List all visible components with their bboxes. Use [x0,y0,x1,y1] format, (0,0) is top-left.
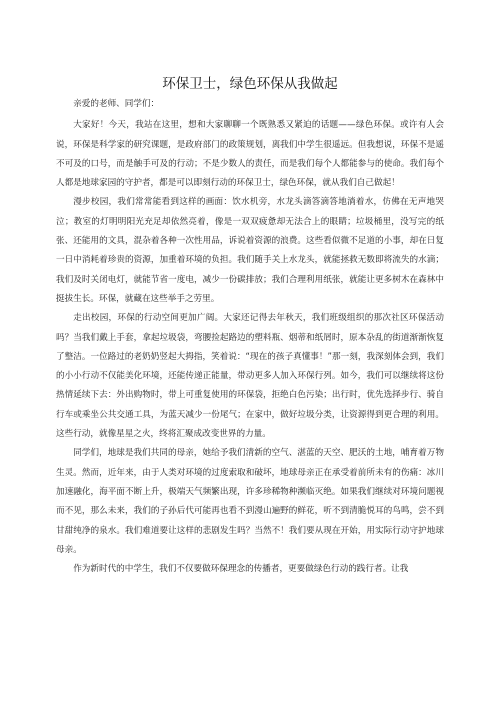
paragraph: 走出校园，环保的行动空间更加广阔。大家还记得去年秋天，我们班级组织的那次社区环保活动吗？当我们戴上手套，拿起垃圾袋，弯腰捡起路边的塑料瓶、烟蒂和纸屑时，原本杂乱的街道渐渐恢复了整洁。一位路过的老奶奶竖起大拇指，笑着说：“现在的孩子真懂事！”那一刻，我深刻体会到，我们的小小行动不仅能美化环境，还能传递正能量，带动更多人加入环保行列。如今，我们可以继续将这份热情延续下去：外出购物时，带上可重复使用的环保袋，拒绝白色污染；出行时，优先选择步行、骑自行车或乘坐公共交通工具，为蓝天减少一份尾气；在家中，做好垃圾分类，让资源得到更合理的利用。这些行动，就像星星之火，终将汇聚成改变世界的力量。 [56,313,444,440]
paragraph: 漫步校园，我们常常能看到这样的画面：饮水机旁，水龙头滴答滴答地淌着水，仿佛在无声地哭泣；教室的灯明明阳光充足却依然亮着，像是一双双疲惫却无法合上的眼睛；垃圾桶里，没写完的纸张、还能用的文具，混杂着各种一次性用品，诉说着资源的浪费。这些看似微不足道的小事，却在日复一日中消耗着珍贵的资源，加重着环境的负担。我们随手关上水龙头，就能拯救无数即将流失的水滴；我们及时关闭电灯，就能节省一度电，减少一份碳排放；我们合理利用纸张，就能让更多树木在森林中挺拔生长。环保，就藏在这些举手之劳里。 [56,197,444,304]
document-title: 环保卫士，绿色环保从我做起 [162,76,338,93]
document-body [56,95,444,579]
paragraph: 同学们，地球是我们共同的母亲，她给予我们清新的空气、湛蓝的天空、肥沃的土地，哺育着万物生灵。然而，近年来，由于人类对环境的过度索取和破坏，地球母亲正在承受着前所未有的伤痛：冰川加速融化，海平面不断上升，极端天气频繁出现，许多珍稀物种濒临灭绝。如果我们继续对环境问题视而不见，那么未来，我们的子孙后代可能再也看不到漫山遍野的鲜花，听不到清脆悦耳的鸟鸣，尝不到甘甜纯净的泉水。我们难道要让这样的悲剧发生吗？当然不！我们要从现在开始，用实际行动守护地球母亲。 [56,448,444,555]
paragraph: 作为新时代的中学生，我们不仅要做环保理念的传播者，更要做绿色行动的践行者。让我 [73,564,409,575]
paragraph: 大家好！今天，我站在这里，想和大家聊聊一个既熟悉又紧迫的话题——绿色环保。或许有人会说，环保是科学家的研究课题，是政府部门的政策规划，离我们中学生很遥远。但我想说，环保不是遥不可及的口号，而是触手可及的行动；不是少数人的责任，而是我们每个人都能参与的使命。我们每个人都是地球家园的守护者，都是可以即刻行动的环保卫士，绿色环保，就从我们自己做起！ [56,120,444,189]
salutation: 亲爱的老师、同学们： [73,99,160,109]
